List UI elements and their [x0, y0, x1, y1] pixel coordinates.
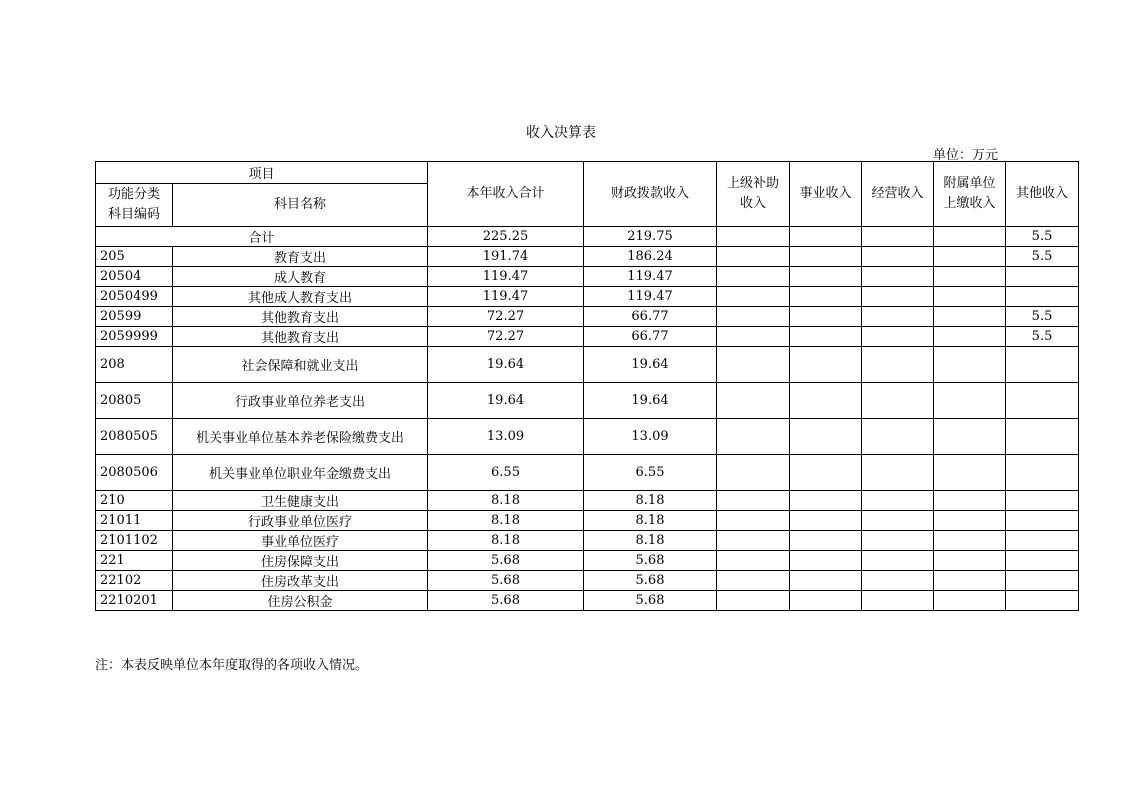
table-row: [96, 511, 1079, 531]
cell-operating: [862, 591, 934, 611]
cell-operating: [862, 511, 934, 531]
cell-other: [1006, 383, 1079, 419]
header-affiliated: [934, 162, 1006, 227]
cell-business: [790, 571, 862, 591]
cell-total: 5.68: [428, 571, 584, 591]
income-table: [95, 161, 1079, 611]
cell-total: 8.18: [428, 531, 584, 551]
cell-code: 2059999: [96, 327, 173, 347]
cell-name: 住房改革支出: [173, 571, 428, 591]
cell-code: 210: [96, 491, 173, 511]
cell-affiliated: [934, 571, 1006, 591]
cell-name: 其他成人教育支出: [173, 287, 428, 307]
table-row: [96, 307, 1079, 327]
cell-superior: [717, 419, 790, 455]
cell-affiliated: [934, 307, 1006, 327]
cell-affiliated: [934, 455, 1006, 491]
table-row: [96, 531, 1079, 551]
cell-affiliated: [934, 511, 1006, 531]
cell-other: [1006, 591, 1079, 611]
cell-operating: [862, 419, 934, 455]
table-row: [96, 455, 1079, 491]
cell-business: [790, 531, 862, 551]
cell-other: [1006, 531, 1079, 551]
cell-code: 22102: [96, 571, 173, 591]
cell-business: [790, 511, 862, 531]
unit-label: 单位：万元: [933, 148, 999, 163]
table-row: [96, 247, 1079, 267]
cell-fiscal: 66.77: [584, 327, 717, 347]
cell-affiliated: [934, 287, 1006, 307]
cell-superior: [717, 491, 790, 511]
cell-name: 行政事业单位养老支出: [173, 383, 428, 419]
total-total: 225.25: [428, 227, 584, 247]
cell-business: [790, 383, 862, 419]
cell-operating: [862, 531, 934, 551]
cell-affiliated: [934, 491, 1006, 511]
cell-fiscal: 119.47: [584, 287, 717, 307]
cell-business: [790, 551, 862, 571]
cell-code: 2080506: [96, 455, 173, 491]
header-other: 其他收入: [1006, 162, 1079, 227]
cell-superior: [717, 383, 790, 419]
cell-operating: [862, 247, 934, 267]
cell-name: 成人教育: [173, 267, 428, 287]
cell-business: [790, 491, 862, 511]
cell-operating: [862, 491, 934, 511]
cell-total: 191.74: [428, 247, 584, 267]
cell-total: 19.64: [428, 347, 584, 383]
cell-total: 19.64: [428, 383, 584, 419]
table-row: [96, 419, 1079, 455]
total-affiliated: [934, 227, 1006, 247]
header-name: 科目名称: [173, 184, 428, 227]
cell-superior: [717, 307, 790, 327]
total-business: [790, 227, 862, 247]
cell-other: [1006, 287, 1079, 307]
cell-code: 21011: [96, 511, 173, 531]
total-fiscal: 219.75: [584, 227, 717, 247]
cell-name: 社会保障和就业支出: [173, 347, 428, 383]
cell-affiliated: [934, 267, 1006, 287]
table-row: [96, 287, 1079, 307]
cell-total: 5.68: [428, 551, 584, 571]
cell-total: 5.68: [428, 591, 584, 611]
cell-fiscal: 19.64: [584, 347, 717, 383]
cell-operating: [862, 267, 934, 287]
total-row: [96, 227, 1079, 247]
cell-business: [790, 455, 862, 491]
cell-other: 5.5: [1006, 307, 1079, 327]
cell-other: [1006, 571, 1079, 591]
cell-code: 2080505: [96, 419, 173, 455]
cell-name: 住房公积金: [173, 591, 428, 611]
cell-total: 72.27: [428, 307, 584, 327]
cell-other: [1006, 419, 1079, 455]
cell-business: [790, 419, 862, 455]
cell-other: 5.5: [1006, 247, 1079, 267]
cell-operating: [862, 455, 934, 491]
cell-superior: [717, 511, 790, 531]
cell-fiscal: 5.68: [584, 571, 717, 591]
cell-code: 208: [96, 347, 173, 383]
header-code: [96, 184, 173, 227]
cell-fiscal: 186.24: [584, 247, 717, 267]
header-affiliated-text: 附属单位 上缴收入: [943, 176, 996, 211]
cell-affiliated: [934, 551, 1006, 571]
header-business: 事业收入: [790, 162, 862, 227]
cell-other: [1006, 455, 1079, 491]
cell-operating: [862, 327, 934, 347]
cell-superior: [717, 551, 790, 571]
cell-other: [1006, 491, 1079, 511]
cell-superior: [717, 267, 790, 287]
cell-business: [790, 327, 862, 347]
total-superior: [717, 227, 790, 247]
cell-total: 8.18: [428, 511, 584, 531]
cell-affiliated: [934, 327, 1006, 347]
cell-business: [790, 247, 862, 267]
cell-superior: [717, 287, 790, 307]
table-row: [96, 571, 1079, 591]
cell-other: [1006, 551, 1079, 571]
cell-code: 20805: [96, 383, 173, 419]
table-row: [96, 591, 1079, 611]
report-title: 收入决算表: [526, 125, 596, 141]
cell-other: [1006, 267, 1079, 287]
cell-fiscal: 5.68: [584, 551, 717, 571]
cell-fiscal: 13.09: [584, 419, 717, 455]
table-row: [96, 347, 1079, 383]
cell-name: 事业单位医疗: [173, 531, 428, 551]
cell-fiscal: 8.18: [584, 491, 717, 511]
cell-code: 20599: [96, 307, 173, 327]
table-row: [96, 327, 1079, 347]
cell-name: 机关事业单位职业年金缴费支出: [173, 455, 428, 491]
cell-business: [790, 287, 862, 307]
cell-total: 6.55: [428, 455, 584, 491]
total-label: 合计: [96, 227, 428, 247]
cell-code: 221: [96, 551, 173, 571]
cell-fiscal: 8.18: [584, 511, 717, 531]
total-operating: [862, 227, 934, 247]
header-code-text: 功能分类 科目编码: [107, 187, 160, 222]
cell-operating: [862, 287, 934, 307]
cell-code: 205: [96, 247, 173, 267]
cell-affiliated: [934, 531, 1006, 551]
cell-name: 卫生健康支出: [173, 491, 428, 511]
cell-fiscal: 6.55: [584, 455, 717, 491]
header-superior: [717, 162, 790, 227]
cell-business: [790, 267, 862, 287]
cell-operating: [862, 307, 934, 327]
cell-superior: [717, 591, 790, 611]
cell-affiliated: [934, 419, 1006, 455]
cell-other: [1006, 511, 1079, 531]
cell-name: 住房保障支出: [173, 551, 428, 571]
cell-business: [790, 591, 862, 611]
cell-operating: [862, 551, 934, 571]
cell-superior: [717, 327, 790, 347]
cell-name: 机关事业单位基本养老保险缴费支出: [173, 419, 428, 455]
table-row: [96, 383, 1079, 419]
cell-superior: [717, 347, 790, 383]
cell-operating: [862, 347, 934, 383]
table-row: [96, 551, 1079, 571]
cell-operating: [862, 571, 934, 591]
cell-code: 2050499: [96, 287, 173, 307]
cell-fiscal: 8.18: [584, 531, 717, 551]
cell-fiscal: 119.47: [584, 267, 717, 287]
cell-fiscal: 5.68: [584, 591, 717, 611]
table-row: [96, 267, 1079, 287]
cell-total: 13.09: [428, 419, 584, 455]
header-fiscal: 财政拨款收入: [584, 162, 717, 227]
cell-fiscal: 19.64: [584, 383, 717, 419]
cell-total: 119.47: [428, 287, 584, 307]
cell-affiliated: [934, 591, 1006, 611]
cell-code: 2101102: [96, 531, 173, 551]
header-item: 项目: [96, 162, 428, 184]
cell-code: 20504: [96, 267, 173, 287]
cell-superior: [717, 571, 790, 591]
cell-affiliated: [934, 247, 1006, 267]
cell-total: 119.47: [428, 267, 584, 287]
total-other: 5.5: [1006, 227, 1079, 247]
cell-business: [790, 307, 862, 327]
cell-superior: [717, 247, 790, 267]
table-row: [96, 491, 1079, 511]
cell-total: 8.18: [428, 491, 584, 511]
cell-superior: [717, 455, 790, 491]
cell-other: 5.5: [1006, 327, 1079, 347]
footnote: 注：本表反映单位本年度取得的各项收入情况。: [95, 658, 369, 673]
cell-business: [790, 347, 862, 383]
cell-operating: [862, 383, 934, 419]
cell-affiliated: [934, 347, 1006, 383]
header-total: 本年收入合计: [428, 162, 584, 227]
cell-name: 行政事业单位医疗: [173, 511, 428, 531]
cell-code: 2210201: [96, 591, 173, 611]
cell-total: 72.27: [428, 327, 584, 347]
cell-name: 其他教育支出: [173, 307, 428, 327]
cell-other: [1006, 347, 1079, 383]
cell-fiscal: 66.77: [584, 307, 717, 327]
cell-affiliated: [934, 383, 1006, 419]
cell-name: 教育支出: [173, 247, 428, 267]
cell-superior: [717, 531, 790, 551]
header-superior-text: 上级补助 收入: [727, 176, 780, 211]
cell-name: 其他教育支出: [173, 327, 428, 347]
header-operating: 经营收入: [862, 162, 934, 227]
